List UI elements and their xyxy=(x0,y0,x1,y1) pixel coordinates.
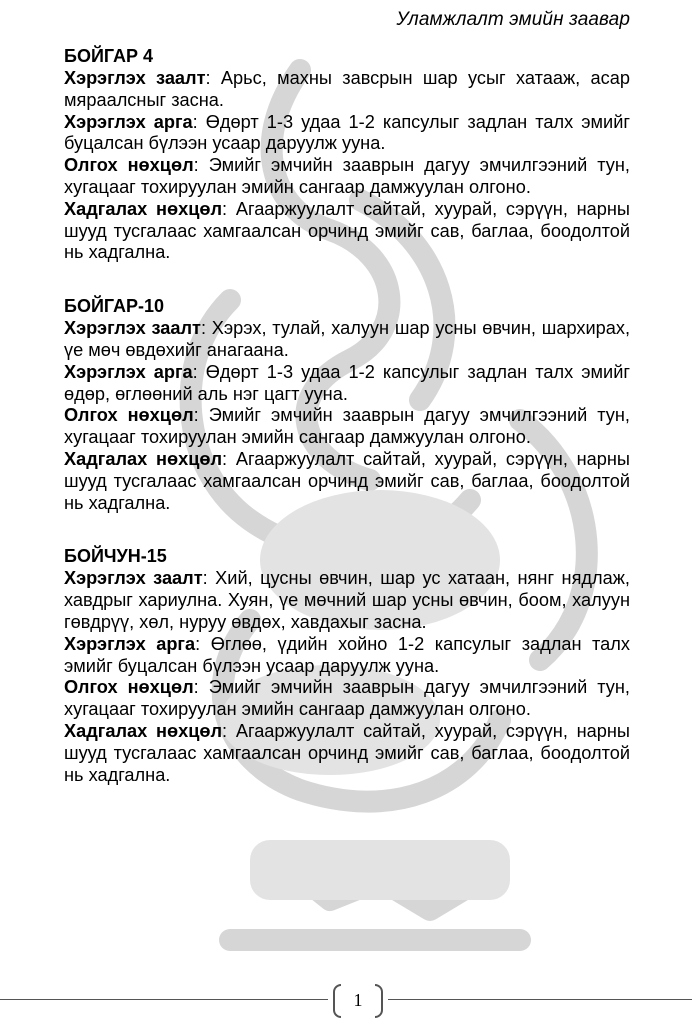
indication-label: Хэрэглэх заалт xyxy=(64,568,203,589)
storage-paragraph xyxy=(64,199,630,264)
indication-paragraph xyxy=(64,68,630,112)
footer-divider-right xyxy=(388,999,692,1000)
indication-paragraph xyxy=(64,318,630,362)
supply-text: : Эмийг эмчийн зааврын дагуу эмчилгээний тун, хугацааг тохируулан эмийн сангаар дамжуулан олгоно. xyxy=(64,155,630,197)
indication-label: Хэрэглэх заалт xyxy=(64,68,206,88)
storage-label: Хадгалах нөхцөл xyxy=(64,720,223,741)
usage-label: Хэрэглэх арга xyxy=(64,111,193,132)
supply-paragraph xyxy=(64,155,630,199)
storage-label: Хадгалах нөхцөл xyxy=(64,198,223,219)
storage-paragraph xyxy=(64,449,630,514)
usage-label: Хэрэглэх арга xyxy=(64,361,193,382)
usage-text: : Өдөрт 1-3 удаа 1-2 капсулыг задлан талх эмийг өдөр, өглөөний аль нэг цагт ууна. xyxy=(64,361,631,404)
usage-label: Хэрэглэх арга xyxy=(64,633,196,654)
indication-label: Хэрэглэх заалт xyxy=(64,318,201,339)
indication-paragraph xyxy=(64,568,630,633)
supply-label: Олгох нөхцөл xyxy=(64,677,194,698)
medicine-title: БОЙГАР-10 xyxy=(64,296,164,317)
running-header: Уламжлалт эмийн заавар xyxy=(396,9,630,30)
medicine-title: БОЙГАР 4 xyxy=(64,46,153,66)
indication-text: : Хэрэх, тулай, халуун шар усны өвчин, шархирах, үе мөч өвдөхийг анагаана. xyxy=(64,318,630,360)
medicine-section-boichun-15 xyxy=(64,544,630,786)
usage-text: : Өглөө, үдийн хойно 1-2 капсулыг задлан талх эмийг буцалсан бүлээн усаар даруулж ууна. xyxy=(64,633,630,676)
storage-text: : Агааржуулалт сайтай, хуурай, сэрүүн, нарны шууд тусгалаас хамгаалсан орчинд эмийг сав, баглаа, боодолтой нь хадгална. xyxy=(64,720,630,785)
supply-paragraph xyxy=(64,677,630,721)
storage-text: : Агааржуулалт сайтай, хуурай, сэрүүн, нарны шууд тусгалаас хамгаалсан орчинд эмийг сав, баглаа, боодолтой нь хадгална. xyxy=(64,448,630,513)
storage-label: Хадгалах нөхцөл xyxy=(64,448,223,469)
supply-text: : Эмийг эмчийн зааврын дагуу эмчилгээний тун, хугацааг тохируулан эмийн сангаар дамжуулан олгоно. xyxy=(64,405,630,448)
medicine-section-boigar-4 xyxy=(64,44,630,264)
page-number-bracket-left xyxy=(333,984,341,1018)
indication-text: : Хий, цусны өвчин, шар ус хатаан, нянг нядлаж, хавдрыг хариулна. Хуян, үе мөчний шар усны өвчин, боом, халуун гөвдрүү, хөл, нуруу өвдөх, хавдахыг засна. xyxy=(64,568,630,632)
page-number: 1 xyxy=(353,990,363,1010)
document-body xyxy=(64,44,630,816)
storage-paragraph xyxy=(64,721,630,786)
supply-label: Олгох нөхцөл xyxy=(64,155,194,176)
supply-text: : Эмийг эмчийн зааврын дагуу эмчилгээний тун, хугацааг тохируулан эмийн сангаар дамжуулан олгоно. xyxy=(64,677,630,720)
usage-paragraph xyxy=(64,112,630,156)
medicine-section-boigar-10 xyxy=(64,294,630,514)
medicine-title: БОЙЧУН-15 xyxy=(64,546,167,567)
supply-label: Олгох нөхцөл xyxy=(64,405,194,426)
storage-text: : Агааржуулалт сайтай, хуурай, сэрүүн, нарны шууд тусгалаас хамгаалсан орчинд эмийг сав, баглаа, боодолтой нь хадгална. xyxy=(64,198,630,263)
usage-paragraph xyxy=(64,362,630,406)
usage-text: : Өдөрт 1-3 удаа 1-2 капсулыг задлан талх эмийг буцалсан бүлээн усаар даруулж ууна. xyxy=(64,111,631,154)
footer-divider-left xyxy=(0,999,328,1000)
supply-paragraph xyxy=(64,405,630,449)
page-number-bracket-right xyxy=(375,984,383,1018)
indication-text: : Арьс, махны завсрын шар усыг хатааж, асар мяраалсныг засна. xyxy=(64,68,630,110)
usage-paragraph xyxy=(64,634,630,678)
